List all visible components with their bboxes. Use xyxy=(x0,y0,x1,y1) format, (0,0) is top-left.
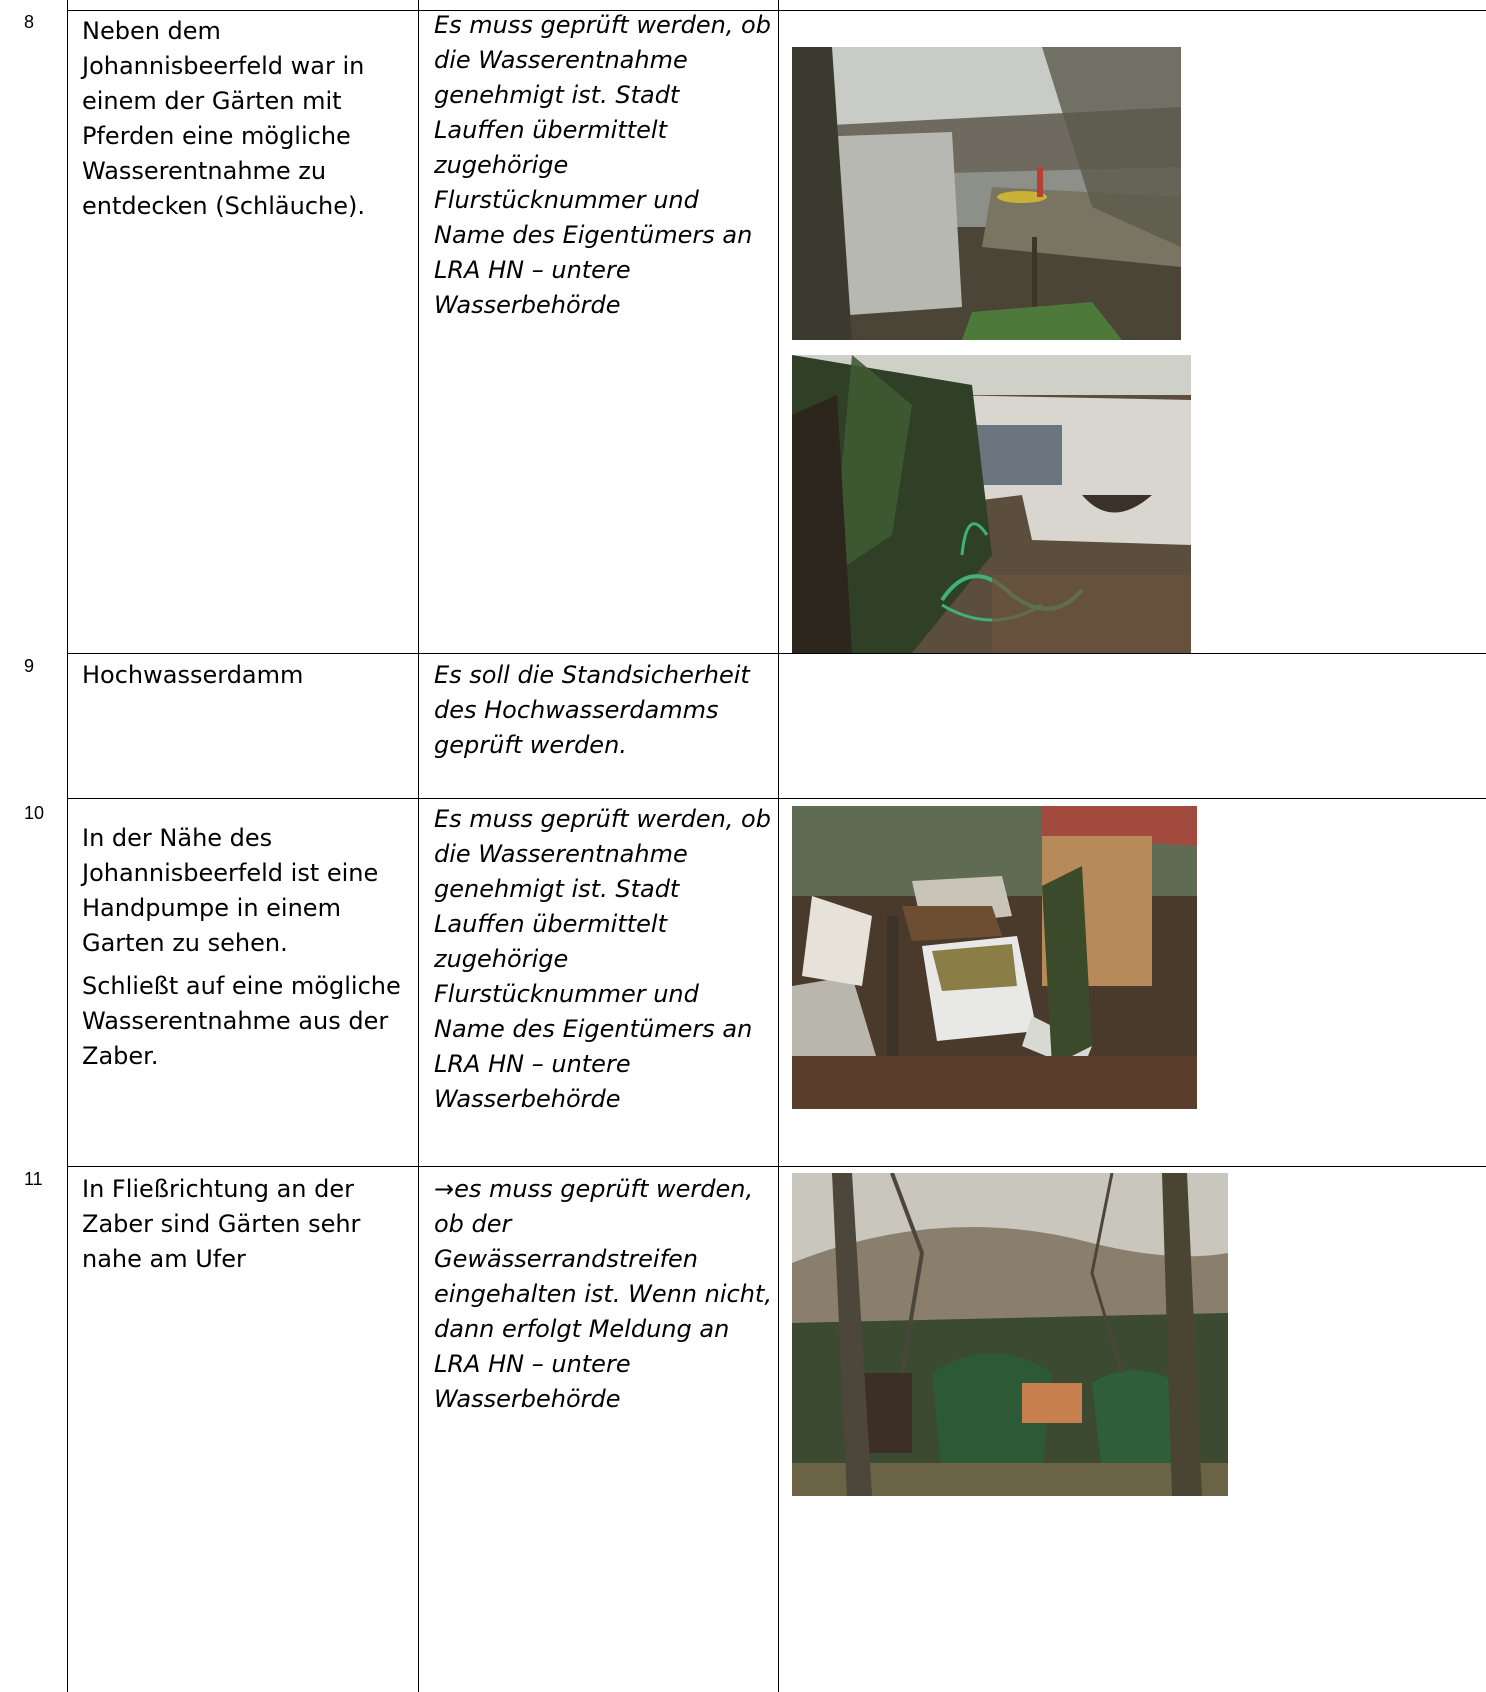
row-divider-8-9 xyxy=(67,653,1486,654)
table-border-top xyxy=(67,10,1486,11)
observation-paragraph: Schließt auf eine mögliche Wasserentnahme aus der Zaber. xyxy=(82,972,401,1070)
row-divider-9-10 xyxy=(67,798,1486,799)
observation-text xyxy=(82,1172,402,1277)
observation-paragraph: In der Nähe des Johannisbeerfeld ist eine Handpumpe in einem Garten zu sehen. xyxy=(82,824,379,957)
column-divider-1 xyxy=(418,0,419,1692)
observation-paragraph: Hochwasserdamm xyxy=(82,661,304,689)
observation-text xyxy=(82,658,402,693)
action-text: Es muss geprüft werden, ob die Wasserentnahme genehmigt ist. Stadt Lauffen übermittelt zugehörige Flurstücknummer und Name des Eigentümers an LRA HN – untere Wasserbehörde xyxy=(434,805,771,1113)
row-number: 8 xyxy=(24,12,35,32)
column-border-left xyxy=(67,0,68,1692)
action-text: Es soll die Standsicherheit des Hochwasserdamms geprüft werden. xyxy=(434,661,750,759)
garden-hoses-photo xyxy=(792,47,1181,340)
row-divider-10-11 xyxy=(67,1166,1486,1167)
riverbank-gardens-photo xyxy=(792,1173,1228,1496)
row-number: 11 xyxy=(24,1169,43,1189)
observation-paragraph: In Fließrichtung an der Zaber sind Gärten sehr nahe am Ufer xyxy=(82,1175,361,1273)
observation-text xyxy=(82,821,402,1074)
observation-paragraph: Neben dem Johannisbeerfeld war in einem der Gärten mit Pferden eine mögliche Wasserentnahme zu entdecken (Schläuche). xyxy=(82,17,365,220)
hand-pump-garden-photo xyxy=(792,806,1197,1109)
action-text: Es muss geprüft werden, ob die Wasserentnahme genehmigt ist. Stadt Lauffen übermittelt zugehörige Flurstücknummer und Name des Eigentümers an LRA HN – untere Wasserbehörde xyxy=(434,11,771,319)
row-number: 10 xyxy=(24,803,45,823)
row-number: 9 xyxy=(24,656,35,676)
column-divider-2 xyxy=(778,0,779,1692)
observation-text xyxy=(82,14,402,224)
action-text: →es muss geprüft werden, ob der Gewässerrandstreifen eingehalten ist. Wenn nicht, dann erfolgt Meldung an LRA HN – untere Wasserbehörde xyxy=(434,1175,772,1413)
green-hose-photo xyxy=(792,355,1191,653)
